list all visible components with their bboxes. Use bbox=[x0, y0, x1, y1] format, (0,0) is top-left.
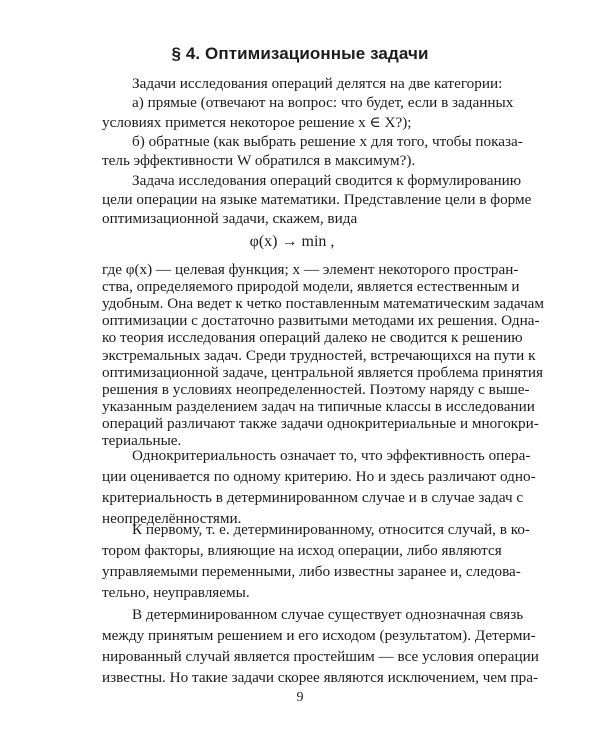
text-line: цели операции на языке математики. Представление цели в форме bbox=[102, 190, 532, 208]
text-line: ства, определяемого природой модели, является естественным и bbox=[102, 278, 520, 296]
text-line: В детерминированном случае существует однозначная связь bbox=[132, 606, 524, 623]
text-line: решения в условиях неопределенностей. Поэтому наряду с выше- bbox=[102, 380, 530, 398]
text-line: неопределённостями. bbox=[102, 510, 242, 527]
text-line: б) обратные (как выбрать решение x для того, чтобы показа- bbox=[132, 132, 523, 150]
text-line: тором факторы, влияющие на исход операции, либо являются bbox=[102, 542, 502, 559]
text-line: ко теория исследования операций далеко не сводится к решению bbox=[102, 329, 523, 347]
text-line: условиях примется некоторое решение x ∈ X?); bbox=[102, 113, 412, 131]
text-line: ции оценивается по одному критерию. Но и здесь различают одно- bbox=[102, 468, 536, 485]
text-line: где φ(x) — целевая функция; x — элемент некоторого простран- bbox=[102, 261, 519, 278]
formula: φ(x) → min , bbox=[249, 233, 335, 250]
text-line: нированный случай является простейшим — все условия операции bbox=[102, 648, 539, 665]
text-line: Задачи исследования операций делятся на две категории: bbox=[132, 75, 503, 92]
text-line: указанным разделением задач на типичные классы в исследовании bbox=[102, 397, 535, 415]
text-line: известны. Но такие задачи скорее являются исключением, чем пра- bbox=[102, 669, 539, 686]
text-line: тель эффективности W обратился в максимум?). bbox=[102, 152, 416, 170]
text-line: оптимизационной задачи, скажем, вида bbox=[102, 210, 358, 228]
text-line: критериальность в детерминированном случае и в случае задач с bbox=[102, 489, 524, 506]
section-title: § 4. Оптимизационные задачи bbox=[171, 44, 429, 63]
text-line: экстремальных задач. Среди трудностей, встречающихся на пути к bbox=[102, 346, 536, 364]
text-line: а) прямые (отвечают на вопрос: что будет, если в заданных bbox=[132, 94, 514, 112]
page-number: 9 bbox=[296, 690, 304, 705]
text-line: оптимизации с достаточно развитыми методами их решения. Одна- bbox=[102, 312, 540, 330]
text-line: Однокритериальность означает то, что эффективность опера- bbox=[132, 447, 531, 464]
text-line: операций различают также задачи однокритериальные и многокри- bbox=[102, 414, 539, 432]
text-line: управляемыми переменными, либо известны заранее и, следова- bbox=[102, 563, 521, 580]
text-line: удобным. Она ведет к четко поставленным математическим задачам bbox=[102, 295, 544, 313]
text-line: териальные. bbox=[102, 432, 182, 449]
text-line: оптимизационной задаче, центральной является проблема принятия bbox=[102, 363, 543, 381]
text-line: Задача исследования операций сводится к формулированию bbox=[132, 171, 522, 189]
text-line: между принятым решением и его исходом (результатом). Детерми- bbox=[102, 627, 536, 644]
text-line: тельно, неуправляемы. bbox=[102, 584, 250, 601]
text-line: К первому, т. е. детерминированному, относится случай, в ко- bbox=[132, 521, 530, 538]
